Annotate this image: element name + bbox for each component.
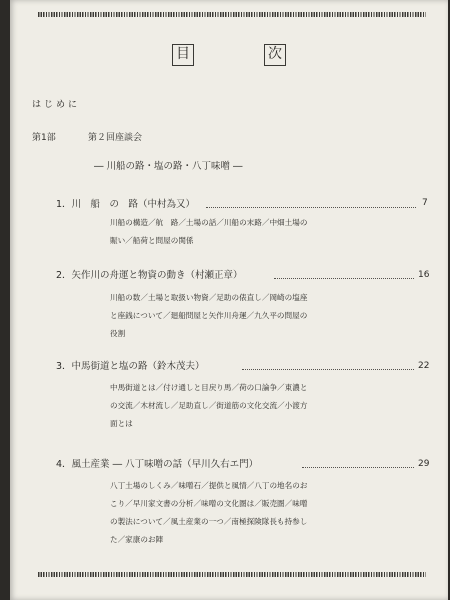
- entry-1-topic-line: 川船の構造／航 路／土場の話／川船の末路／中畑土場の: [110, 218, 308, 227]
- title-char-2: 次: [264, 44, 286, 66]
- entry-3-topic-line: 面とは: [110, 419, 133, 428]
- bottom-border-rule: [38, 572, 426, 577]
- entry-3-title: 3．中馬街道と塩の路（鈴木茂夫）: [56, 361, 205, 372]
- entry-4-topic-line: 八丁土場のしくみ／味噌石／提供と風情／八丁の地名のお: [110, 481, 308, 490]
- entry-3-page: 22: [418, 361, 430, 371]
- entry-4-page: 29: [418, 459, 430, 469]
- intro-heading: はじめに: [32, 100, 81, 110]
- part-subtitle: ― 川船の路・塩の路・八丁味噌 ―: [94, 161, 243, 172]
- entry-1-title: 1．川 船 の 路（中村為又）: [56, 199, 196, 210]
- part-title: 第２回座談会: [88, 133, 143, 143]
- top-border-rule: [38, 12, 426, 17]
- entry-1-topic-line: 賑い／船荷と問屋の関係: [110, 236, 194, 245]
- entry-4-leader: [302, 467, 414, 468]
- entry-2-title: 2．矢作川の舟運と物資の動き（村瀬正章）: [56, 270, 243, 281]
- entry-2-topic-line: と座銭について／廻船問屋と矢作川舟運／九久平の問屋の: [110, 311, 308, 320]
- page-title: [10, 44, 448, 68]
- entry-2-topic-line: 川船の数／土場と取扱い物資／足助の俵直し／岡崎の塩座: [110, 293, 308, 302]
- entry-3-topic-line: の交流／木材流し／足助直し／街道筋の文化交流／小渡方: [110, 401, 308, 410]
- part-label: 第1部: [32, 133, 56, 143]
- entry-4-topic-line: の製法について／風土産業の一つ／南極探険隊長も持参し: [110, 517, 308, 526]
- entry-2-leader: [274, 278, 414, 279]
- entry-2-topic-line: 役割: [110, 329, 126, 338]
- entry-2-page: 16: [418, 270, 430, 280]
- entry-4-title: 4．風土産業 ― 八丁味噌の話（早川久右エ門）: [56, 459, 259, 470]
- title-char-1: 目: [172, 44, 194, 66]
- entry-1-page: 7: [422, 198, 428, 208]
- entry-3-leader: [242, 369, 414, 370]
- entry-4-topic-line: た／家康のお陣: [110, 535, 164, 544]
- book-page: [10, 0, 448, 600]
- entry-1-leader: [206, 207, 416, 208]
- entry-4-topic-line: こり／早川家文書の分析／味噌の文化圏は／販売圏／味噌: [110, 499, 308, 508]
- entry-3-topic-line: 中馬街道とは／付け通しと目戻り馬／荷の口論争／東濃と: [110, 383, 308, 392]
